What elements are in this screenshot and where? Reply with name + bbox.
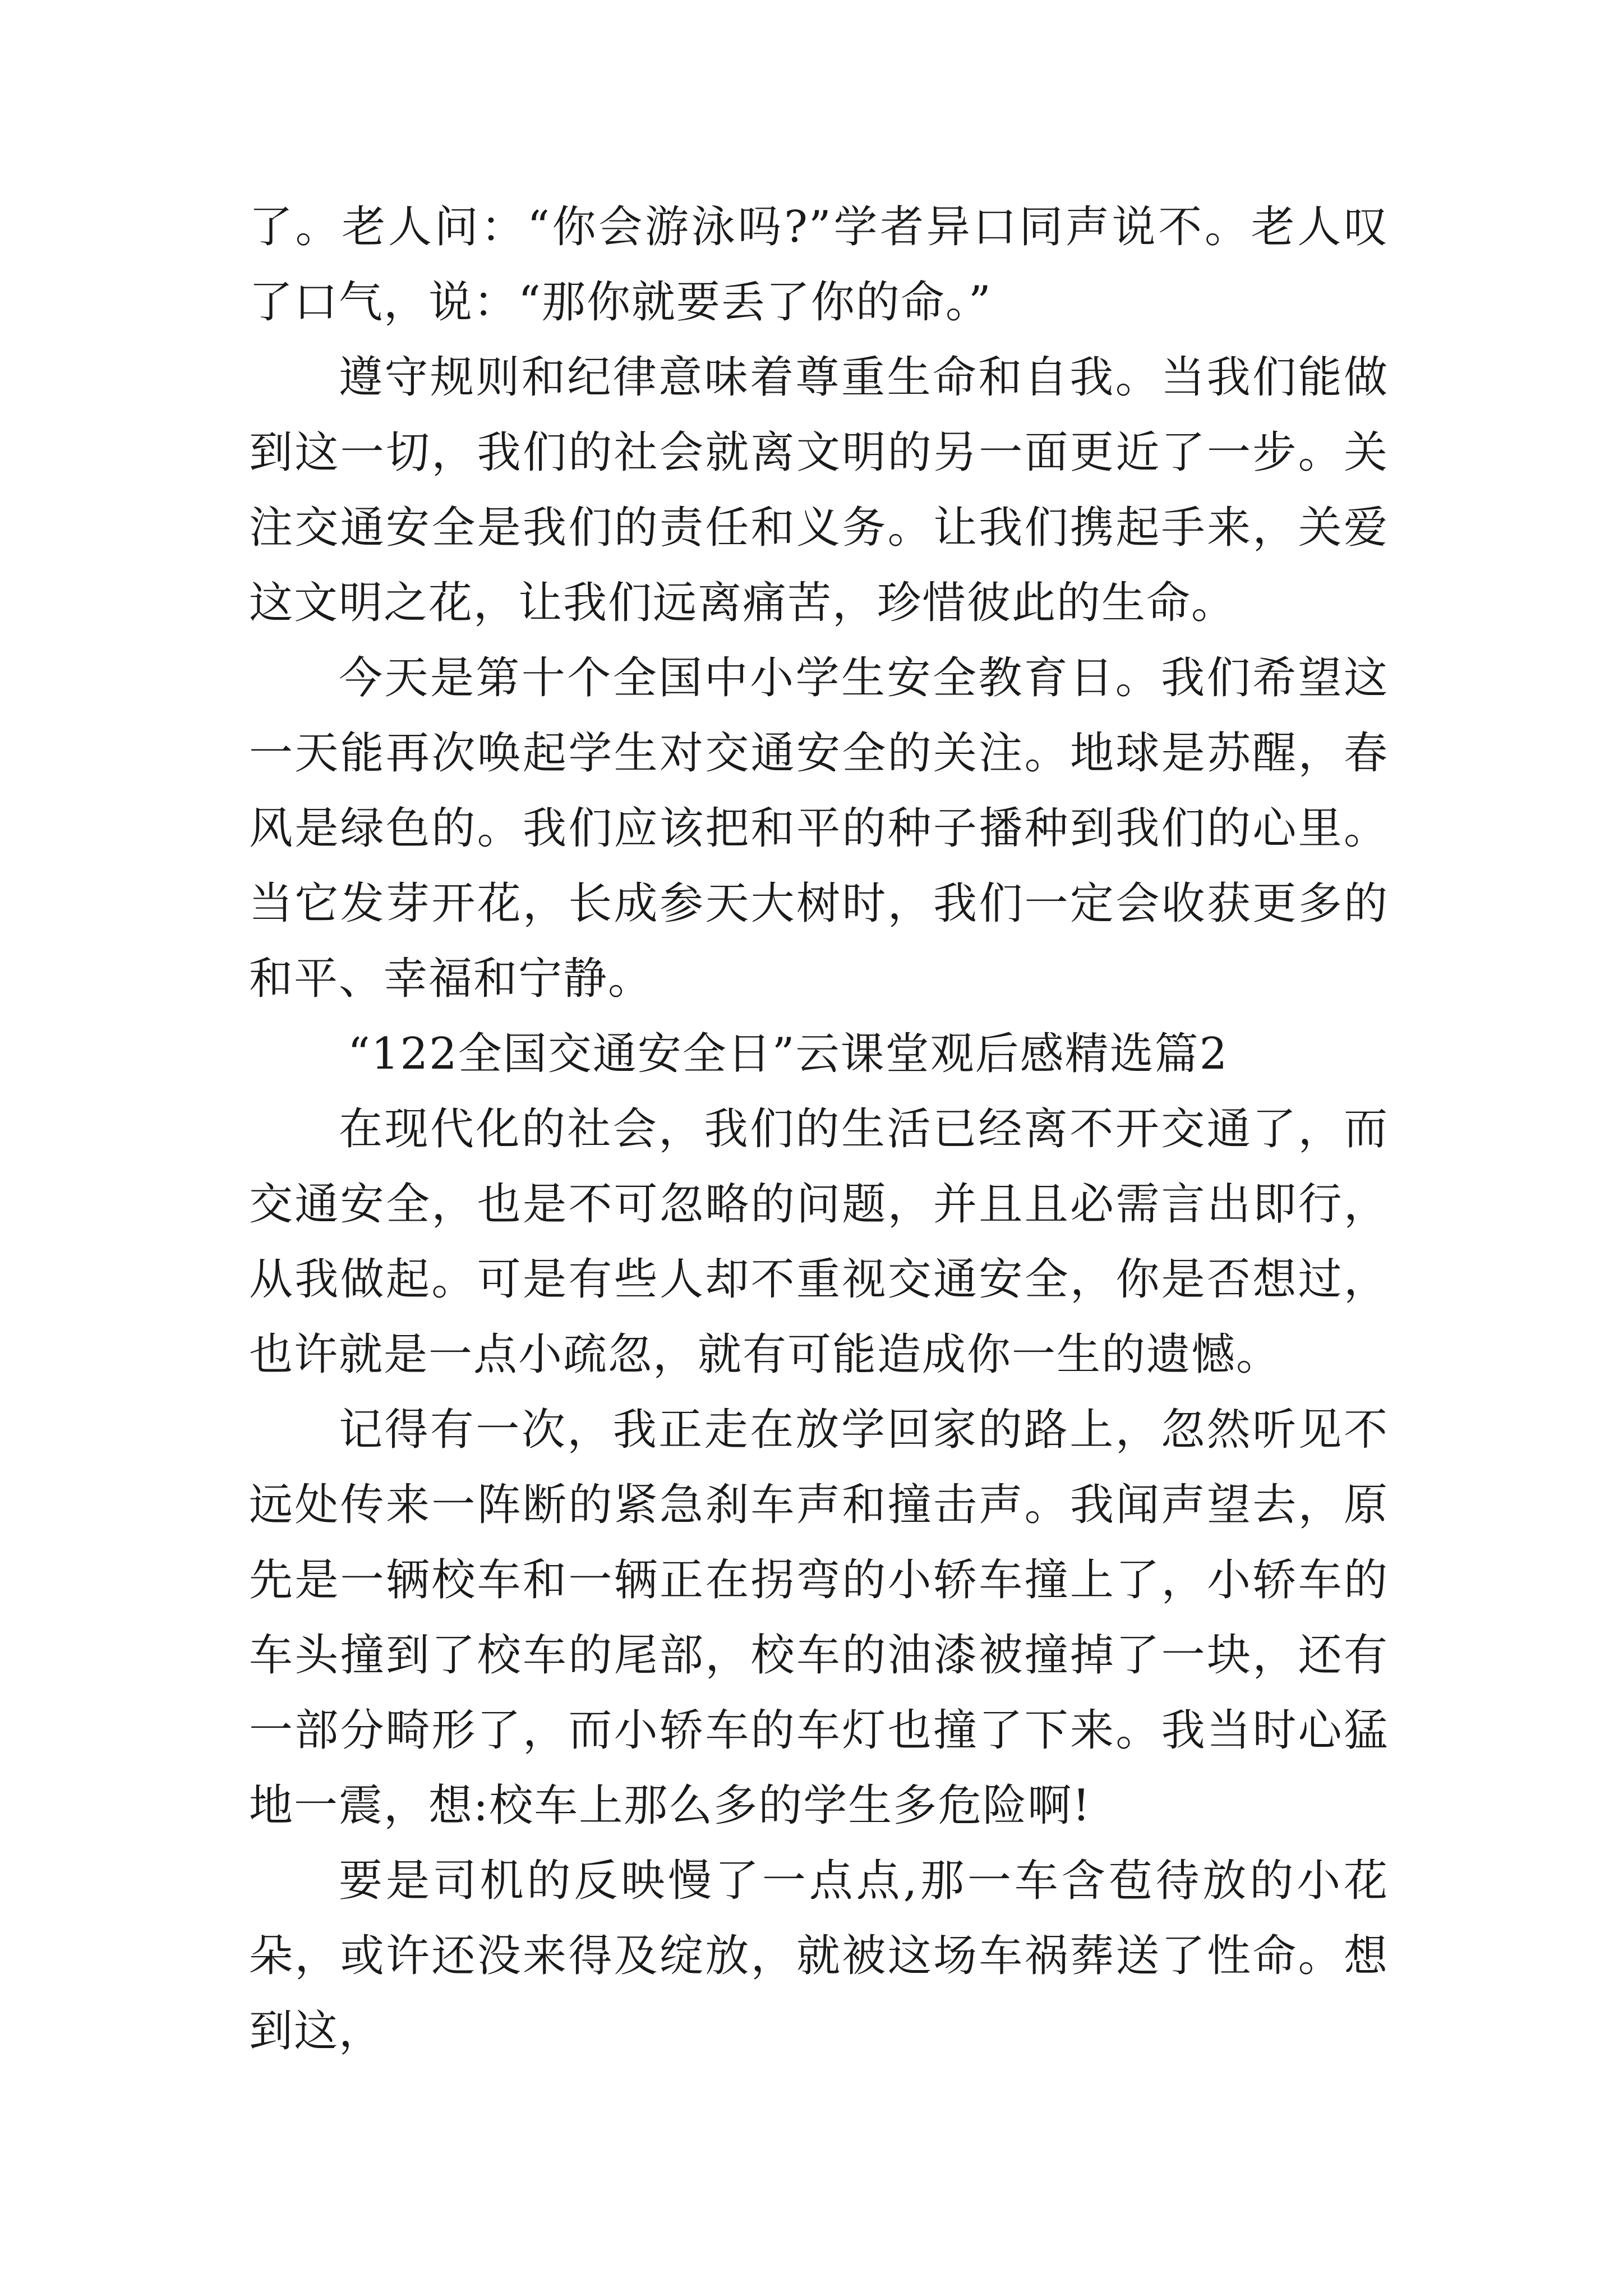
paragraph-continuation: 了。老人问：“你会游泳吗?”学者异口同声说不。老人叹了口气，说：“那你就要丢了你的命。” — [249, 202, 1389, 328]
section-heading: “122全国交通安全日”云课堂观后感精选篇2 — [348, 1029, 1229, 1079]
paragraph-accident-story: 记得有一次，我正走在放学回家的路上，忽然听见不远处传来一阵断的紧急刹车声和撞击声。我闻声望去，原先是一辆校车和一辆正在拐弯的小轿车撞上了，小轿车的车头撞到了校车的尾部，校车的油漆被撞掉了一块，还有一部分畸形了，而小轿车的车灯也撞了下来。我当时心猛地一震，想:校车上那么多的学生多危险啊! — [249, 1405, 1389, 1831]
document-body — [249, 190, 1389, 2069]
paragraph-safety-day: 今天是第十个全国中小学生安全教育日。我们希望这一天能再次唤起学生对交通安全的关注。地球是苏醒，春风是绿色的。我们应该把和平的种子播种到我们的心里。当它发芽开花，长成参天大树时，我们一定会收获更多的和平、幸福和宁静。 — [249, 653, 1389, 1004]
paragraph-rules: 遵守规则和纪律意味着尊重生命和自我。当我们能做到这一切，我们的社会就离文明的另一面更近了一步。关注交通安全是我们的责任和义务。让我们携起手来，关爱这文明之花，让我们远离痛苦，珍惜彼此的生命。 — [249, 352, 1389, 628]
paragraph-reflection: 要是司机的反映慢了一点点,那一车含苞待放的小花朵，或许还没来得及绽放，就被这场车祸葬送了性命。想到这， — [249, 1856, 1389, 2056]
paragraph-modern-society: 在现代化的社会，我们的生活已经离不开交通了，而交通安全，也是不可忽略的问题，并且且必需言出即行，从我做起。可是有些人却不重视交通安全，你是否想过，也许就是一点小疏忽，就有可能造成你一生的遗憾。 — [249, 1104, 1389, 1380]
